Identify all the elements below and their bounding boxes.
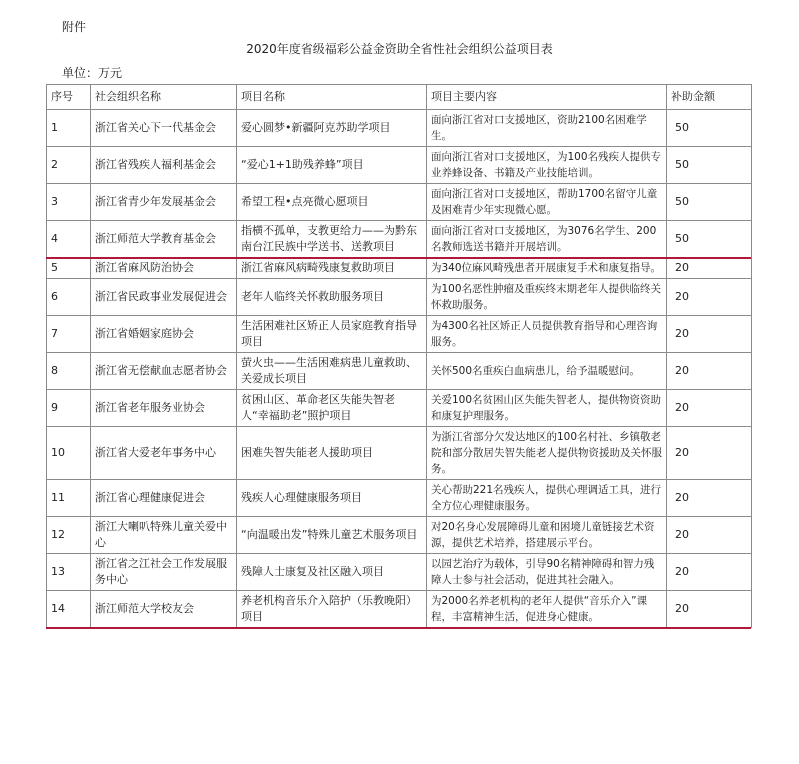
header-content: 项目主要内容 xyxy=(427,85,667,110)
row-amount: 20 xyxy=(667,554,752,591)
row-amount: 20 xyxy=(667,480,752,517)
row-org: 浙江省之江社会工作发展服务中心 xyxy=(91,554,237,591)
row-project: 爱心圆梦•新疆阿克苏助学项目 xyxy=(237,110,427,147)
row-project: 贫困山区、革命老区失能失智老人“幸福助老”照护项目 xyxy=(237,390,427,427)
row-org: 浙江师范大学教育基金会 xyxy=(91,221,237,258)
row-no: 8 xyxy=(47,353,91,390)
row-amount: 20 xyxy=(667,353,752,390)
row-no: 6 xyxy=(47,279,91,316)
project-table xyxy=(46,84,752,628)
row-project: 浙江省麻风病畸残康复救助项目 xyxy=(237,258,427,279)
row-amount: 50 xyxy=(667,184,752,221)
highlight-underline xyxy=(46,627,751,629)
table-row xyxy=(47,258,752,279)
row-amount: 50 xyxy=(667,110,752,147)
row-amount: 20 xyxy=(667,390,752,427)
row-content: 关怀500名重疾白血病患儿，给予温暖慰问。 xyxy=(427,353,667,390)
table-row xyxy=(47,427,752,480)
row-no: 13 xyxy=(47,554,91,591)
table-body xyxy=(47,110,752,628)
table-row xyxy=(47,184,752,221)
table-row xyxy=(47,147,752,184)
row-no: 4 xyxy=(47,221,91,258)
table-row xyxy=(47,390,752,427)
row-project: 残障人士康复及社区融入项目 xyxy=(237,554,427,591)
row-amount: 20 xyxy=(667,258,752,279)
row-no: 7 xyxy=(47,316,91,353)
row-org: 浙江省麻风防治协会 xyxy=(91,258,237,279)
table-header-row xyxy=(47,85,752,110)
row-amount: 20 xyxy=(667,517,752,554)
row-project: 萤火虫——生活困难病患儿童救助、关爱成长项目 xyxy=(237,353,427,390)
table-row xyxy=(47,517,752,554)
row-project: “向温暖出发”特殊儿童艺术服务项目 xyxy=(237,517,427,554)
row-amount: 50 xyxy=(667,221,752,258)
row-content: 关爱100名贫困山区失能失智老人，提供物资资助和康复护理服务。 xyxy=(427,390,667,427)
row-org: 浙江大喇叭特殊儿童关爱中心 xyxy=(91,517,237,554)
row-no: 11 xyxy=(47,480,91,517)
row-amount: 50 xyxy=(667,147,752,184)
table-row xyxy=(47,316,752,353)
row-content: 面向浙江省对口支援地区，帮助1700名留守儿童及困难青少年实现微心愿。 xyxy=(427,184,667,221)
row-no: 5 xyxy=(47,258,91,279)
table-row xyxy=(47,279,752,316)
row-content: 以园艺治疗为载体，引导90名精神障碍和智力残障人士参与社会活动，促进其社会融入。 xyxy=(427,554,667,591)
row-content: 对20名身心发展障碍儿童和困境儿童链接艺术资源，提供艺术培养，搭建展示平台。 xyxy=(427,517,667,554)
row-content: 为2000名养老机构的老年人提供“音乐介入”课程，丰富精神生活，促进身心健康。 xyxy=(427,591,667,628)
row-no: 2 xyxy=(47,147,91,184)
row-content: 面向浙江省对口支援地区，为3076名学生、200名教师选送书籍并开展培训。 xyxy=(427,221,667,258)
row-amount: 20 xyxy=(667,316,752,353)
row-content: 为340位麻风畸残患者开展康复手术和康复指导。 xyxy=(427,258,667,279)
row-project: 希望工程•点亮微心愿项目 xyxy=(237,184,427,221)
row-no: 9 xyxy=(47,390,91,427)
row-org: 浙江省婚姻家庭协会 xyxy=(91,316,237,353)
table-row xyxy=(47,110,752,147)
row-amount: 20 xyxy=(667,427,752,480)
row-content: 面向浙江省对口支援地区，为100名残疾人提供专业养蜂设备、书籍及产业技能培训。 xyxy=(427,147,667,184)
row-amount: 20 xyxy=(667,591,752,628)
highlight-underline xyxy=(46,257,751,259)
row-org: 浙江省心理健康促进会 xyxy=(91,480,237,517)
row-project: “爱心1+1助残养蜂”项目 xyxy=(237,147,427,184)
row-project: 指横不孤单，支教更给力——为黔东南台江民族中学送书、送教项目 xyxy=(237,221,427,258)
header-org: 社会组织名称 xyxy=(91,85,237,110)
row-content: 面向浙江省对口支援地区，资助2100名困难学生。 xyxy=(427,110,667,147)
header-amount: 补助金额 xyxy=(667,85,752,110)
row-org: 浙江省青少年发展基金会 xyxy=(91,184,237,221)
header-project: 项目名称 xyxy=(237,85,427,110)
document-title: 2020年度省级福彩公益金资助全省性社会组织公益项目表 xyxy=(246,42,553,56)
table-row xyxy=(47,353,752,390)
table-row xyxy=(47,480,752,517)
row-content: 为浙江省部分欠发达地区的100名村社、乡镇敬老院和部分散居失智失能老人提供物资援助及关怀服务。 xyxy=(427,427,667,480)
row-project: 生活困难社区矫正人员家庭教育指导项目 xyxy=(237,316,427,353)
attachment-label: 附件 xyxy=(62,20,87,34)
row-content: 为100名恶性肿瘤及重疾终末期老年人提供临终关怀救助服务。 xyxy=(427,279,667,316)
row-no: 3 xyxy=(47,184,91,221)
row-org: 浙江省老年服务业协会 xyxy=(91,390,237,427)
row-project: 老年人临终关怀救助服务项目 xyxy=(237,279,427,316)
row-org: 浙江省民政事业发展促进会 xyxy=(91,279,237,316)
row-amount: 20 xyxy=(667,279,752,316)
row-org: 浙江省残疾人福利基金会 xyxy=(91,147,237,184)
row-org: 浙江省关心下一代基金会 xyxy=(91,110,237,147)
row-content: 关心帮助221名残疾人，提供心理调适工具，进行全方位心理健康服务。 xyxy=(427,480,667,517)
table-row xyxy=(47,554,752,591)
row-org: 浙江省大爱老年事务中心 xyxy=(91,427,237,480)
row-no: 1 xyxy=(47,110,91,147)
row-org: 浙江省无偿献血志愿者协会 xyxy=(91,353,237,390)
row-no: 12 xyxy=(47,517,91,554)
header-no: 序号 xyxy=(47,85,91,110)
table-row xyxy=(47,221,752,258)
row-project: 困难失智失能老人援助项目 xyxy=(237,427,427,480)
row-no: 10 xyxy=(47,427,91,480)
table-row xyxy=(47,591,752,628)
unit-label: 单位：万元 xyxy=(62,66,123,80)
row-no: 14 xyxy=(47,591,91,628)
row-project: 残疾人心理健康服务项目 xyxy=(237,480,427,517)
row-project: 养老机构音乐介入陪护（乐教晚阳）项目 xyxy=(237,591,427,628)
row-content: 为4300名社区矫正人员提供教育指导和心理咨询服务。 xyxy=(427,316,667,353)
row-org: 浙江师范大学校友会 xyxy=(91,591,237,628)
